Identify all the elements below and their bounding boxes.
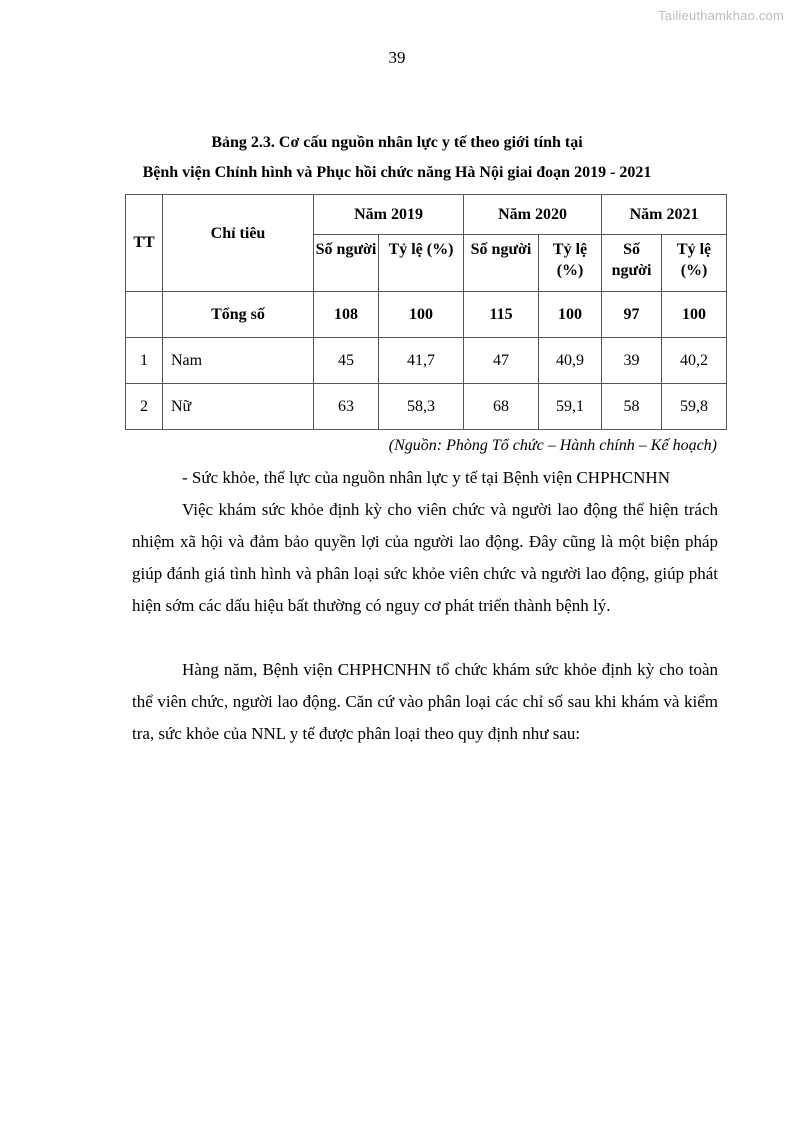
page-number: 39	[388, 48, 406, 67]
row-value: 45	[314, 338, 379, 384]
table-header-row-1	[126, 195, 727, 235]
table-caption-line-1: Bảng 2.3. Cơ cấu nguồn nhân lực y tế theo giới tính tại	[211, 134, 583, 151]
row-tt: 1	[126, 338, 163, 384]
total-value: 97	[602, 292, 662, 338]
row-value: 47	[464, 338, 539, 384]
header-count-2020: Số người	[464, 235, 539, 292]
section-heading: - Sức khỏe, thể lực của nguồn nhân lực y tế tại Bệnh viện CHPHCNHN	[182, 468, 670, 487]
total-value: 100	[662, 292, 727, 338]
row-value: 59,8	[662, 384, 727, 430]
row-label: Nữ	[163, 384, 314, 430]
table-source-note: (Nguồn: Phòng Tổ chức – Hành chính – Kế hoạch)	[388, 437, 717, 454]
row-value: 59,1	[539, 384, 602, 430]
header-rate-2021: Tỷ lệ (%)	[662, 235, 727, 292]
row-tt: 2	[126, 384, 163, 430]
header-tt: TT	[126, 195, 163, 292]
watermark-text: Tailieuthamkhao.com	[658, 8, 784, 23]
row-value: 41,7	[379, 338, 464, 384]
header-year-2019: Năm 2019	[314, 195, 464, 235]
header-rate-2020: Tỷ lệ (%)	[539, 235, 602, 292]
table-row	[126, 338, 727, 384]
row-value: 58,3	[379, 384, 464, 430]
total-value: 115	[464, 292, 539, 338]
gender-structure-table	[125, 194, 727, 430]
header-rate-2019: Tỷ lệ (%)	[379, 235, 464, 292]
header-year-2020: Năm 2020	[464, 195, 602, 235]
header-count-2019: Số người	[314, 235, 379, 292]
body-paragraph-2: Hàng năm, Bệnh viện CHPHCNHN tổ chức khám sức khỏe định kỳ cho toàn thể viên chức, người lao động. Căn cứ vào phân loại các chỉ số sau khi khám và kiểm tra, sức khỏe của NNL y tế được phân loại theo quy định như sau:	[132, 660, 718, 743]
row-value: 68	[464, 384, 539, 430]
table-caption-line-2: Bệnh viện Chỉnh hình và Phục hồi chức năng Hà Nội giai đoạn 2019 - 2021	[142, 164, 652, 181]
row-value: 58	[602, 384, 662, 430]
total-label: Tổng số	[163, 292, 314, 338]
row-value: 40,2	[662, 338, 727, 384]
table-row	[126, 384, 727, 430]
row-value: 63	[314, 384, 379, 430]
table-row-total	[126, 292, 727, 338]
total-value: 100	[379, 292, 464, 338]
row-value: 39	[602, 338, 662, 384]
total-value: 100	[539, 292, 602, 338]
row-label: Nam	[163, 338, 314, 384]
body-paragraph-1: Việc khám sức khỏe định kỳ cho viên chức và người lao động thể hiện trách nhiệm xã hội và đảm bảo quyền lợi của người lao động. Đây cũng là một biện pháp giúp đánh giá tình hình và phân loại sức khỏe viên chức và người lao động, giúp phát hiện sớm các dấu hiệu bất thường có nguy cơ phát triển thành bệnh lý.	[132, 500, 718, 615]
header-indicator: Chỉ tiêu	[163, 195, 314, 292]
row-value: 40,9	[539, 338, 602, 384]
header-year-2021: Năm 2021	[602, 195, 727, 235]
total-tt-cell	[126, 292, 163, 338]
total-value: 108	[314, 292, 379, 338]
header-count-2021: Số người	[602, 235, 662, 292]
